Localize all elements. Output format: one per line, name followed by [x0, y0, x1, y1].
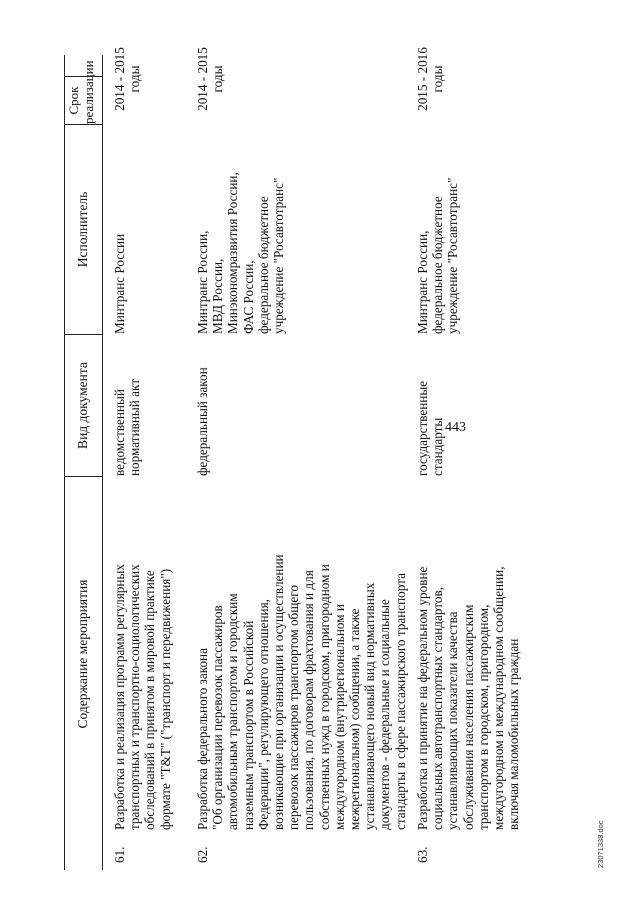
row-number: 61. [112, 846, 127, 863]
row-content: Разработка и принятие на федеральном уровне социальных автотранспортных стандартов, устанавливающих показатели качества обслуживания населения пассажирским транспортом в городском, пригородном, междугородном и международном сообщении, включая маломобильных граждан [415, 566, 522, 830]
measures-table [60, 30, 580, 870]
row-executor: Минтранс России, МВД России, Минэкономразвития России, ФАС России, федеральное бюджетное учреждение "Росавтотранс" [195, 172, 287, 334]
row-content: Разработка федерального закона "Об организации перевозок пассажиров автомобильным транспортом и городским наземным транспортом в Российской Федерации", регулирующего отношения, возникающие при организации и осуществлении перевозок пассажиров транспортом общего пользования, по договорам фрахтования и для собственных нужд в городском, пригородном и междугородном (внутрирегиональном и межрегиональном) сообщении, а также устанавливающего новый вид нормативных документов - федеральные и социальные стандарты в сфере пассажирского транспорта [195, 554, 408, 830]
table-top-border [64, 55, 65, 870]
row-doc-type: федеральный закон [195, 367, 210, 476]
header-content: Содержание мероприятия [75, 579, 90, 729]
row-doc-type: ведомственный нормативный акт [112, 379, 143, 476]
document-code: 23071338.doc [596, 820, 605, 868]
row-executor: Минтранс России, федеральное бюджетное учреждение "Росавтотранс" [415, 177, 461, 334]
header-doc-type: Вид документа [75, 362, 90, 449]
row-number: 63. [415, 846, 430, 863]
table-header-border [102, 55, 103, 870]
column-divider [64, 476, 103, 477]
page-number: 443 [445, 420, 466, 435]
row-term: 2014 - 2015 годы [112, 47, 143, 111]
row-content: Разработка и реализация программ регулярных транспортных и транспортно-социологических обследований в принятом в мировой практике формате "Т&Т" ("транспорт и передвижения") [112, 564, 173, 830]
header-executor: Исполнитель [75, 191, 90, 268]
row-executor: Минтранс России [112, 233, 127, 334]
row-doc-type: государственные стандарты [415, 380, 446, 476]
row-term: 2014 - 2015 годы [195, 47, 226, 111]
header-term: Срок реализации [66, 60, 96, 124]
row-number: 62. [195, 846, 210, 863]
row-term: 2015 - 2016 годы [415, 47, 446, 111]
